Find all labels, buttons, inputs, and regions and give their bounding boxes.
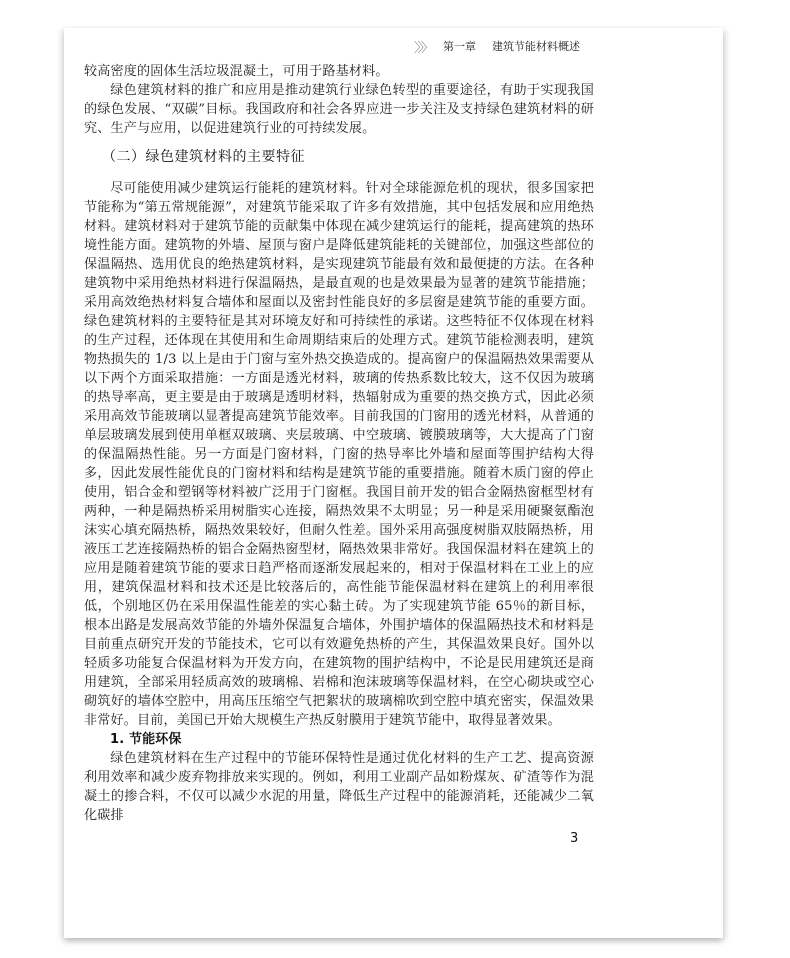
paragraph: 绿色建筑材料在生产过程中的节能环保特性是通过优化材料的生产工艺、提高资源利用效率和减少废弃物排放来实现的。例如，利用工业副产品如粉煤灰、矿渣等作为混凝土的掺合料，不仅可以减少水泥的用量，降低生产过程中的能源消耗，还能减少二氧化碳排 — [84, 751, 594, 823]
paragraph: 较高密度的固体生活垃圾混凝土，可用于路基材料。 — [84, 64, 389, 79]
chapter-title: 建筑节能材料概述 — [492, 40, 581, 53]
body-text — [84, 62, 594, 825]
running-header — [414, 36, 580, 56]
chevron-right-icon: 〉〉〉 — [414, 40, 432, 56]
section-heading: （二）绿色建筑材料的主要特征 — [102, 149, 305, 165]
paragraph: 绿色建筑材料的推广和应用是推动建筑行业绿色转型的重要途径，有助于实现我国的绿色发展、“双碳”目标。我国政府和社会各界应进一步关注及支持绿色建筑材料的研究、生产与应用，以促进建筑行业的可持续发展。 — [84, 83, 594, 136]
subheading: 1. 节能环保 — [110, 732, 182, 747]
page-number: 3 — [570, 831, 579, 846]
paragraph: 尽可能使用减少建筑运行能耗的建筑材料。针对全球能源危机的现状，很多国家把节能称为“第五常规能源”，对建筑节能采取了许多有效措施，其中包括发展和应用绝热材料。建筑材料对于建筑节能的贡献集中体现在减少建筑运行的能耗，提高建筑的热环境性能方面。建筑物的外墙、屋顶与窗户是降低建筑能耗的关键部位，加强这些部位的保温隔热、选用优良的绝热建筑材料，是实现建筑节能最有效和最便捷的方法。在各种建筑物中采用绝热材料进行保温隔热，是最直观的也是效果最为显著的建筑节能措施；采用高效绝热材料复合墙体和屋面以及密封性能良好的多层窗是建筑节能的重要方面。绿色建筑材料的主要特征是其对环境友好和可持续性的承诺。这些特征不仅体现在材料的生产过程，还体现在其使用和生命周期结束后的处理方式。建筑节能检测表明，建筑物热损失的 1/3 以上是由于门窗与室外热交换造成的。提高窗户的保温隔热效果需要从以下两个方面采取措施：一方面是透光材料，玻璃的传热系数比较大，这不仅因为玻璃的热导率高，更主要是由于玻璃是透明材料，热辐射成为重要的热交换方式，因此必须采用高效节能玻璃以显著提高建筑节能效率。目前我国的门窗用的透光材料，从普通的单层玻璃发展到使用单框双玻璃、夹层玻璃、中空玻璃、镀膜玻璃等，大大提高了门窗的保温隔热性能。另一方面是门窗材料，门窗的热导率比外墙和屋面等围护结构大得多，因此发展性能优良的门窗材料和结构是建筑节能的重要措施。随着木质门窗的停止使用，铝合金和塑钢等材料被广泛用于门窗框。我国目前开发的铝合金隔热窗框型材有两种，一种是隔热桥采用树脂实心连接，隔热效果不太明显；另一种是采用硬聚氨酯泡沫实心填充隔热桥，隔热效果较好，但耐久性差。国外采用高强度树脂双肢隔热桥，用液压工艺连接隔热桥的铝合金隔热窗型材，隔热效果非常好。我国保温材料在建筑上的应用是随着建筑节能的要求日趋严格而逐渐发展起来的，相对于保温材料在工业上的应用，建筑保温材料和技术还是比较落后的，高性能节能保温材料在建筑上的利用率很低，个别地区仍在采用保温性能差的实心黏土砖。为了实现建筑节能 65％的新目标，根本出路是发展高效节能的外墙外保温复合墙体，外围护墙体的保温隔热技术和材料是目前重点研究开发的节能技术，它可以有效避免热桥的产生，其保温效果良好。国外以轻质多功能复合保温材料为开发方向，在建筑物的围护结构中，不论是民用建筑还是商用建筑，全部采用轻质高效的玻璃棉、岩棉和泡沫玻璃等保温材料，在空心砌块或空心砌筑好的墙体空腔中，用高压压缩空气把絮状的玻璃棉吹到空腔中填充密实，保温效果非常好。目前，美国已开始大规模生产热反射膜用于建筑节能中，取得显著效果。 — [84, 181, 594, 728]
chapter-number: 第一章 — [443, 40, 477, 53]
